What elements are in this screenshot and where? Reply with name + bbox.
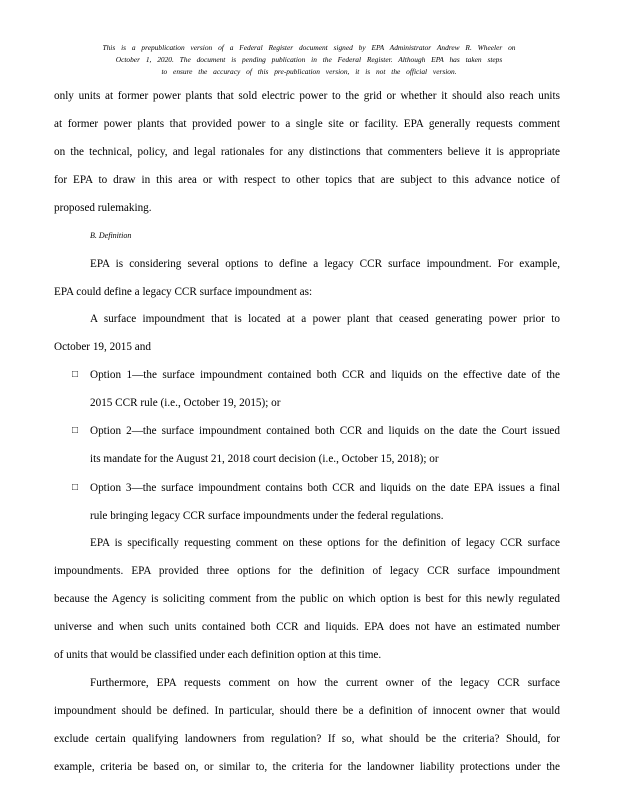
body-line: Furthermore, EPA requests comment on how the current owner of the legacy CCR surface xyxy=(90,677,560,689)
option-2-line-1: Option 2—the surface impoundment contained both CCR and liquids on the date the Court issued xyxy=(90,425,560,437)
header-line-3: to ensure the accuracy of this pre-publication version, it is not the official version. xyxy=(161,67,457,76)
option-3-line-2: rule bringing legacy CCR surface impoundments under the federal regulations. xyxy=(90,510,444,522)
body-line: EPA is considering several options to define a legacy CCR surface impoundment. For example, xyxy=(90,258,560,270)
body-line: EPA is specifically requesting comment on these options for the definition of legacy CCR surface xyxy=(90,537,560,549)
bullet-box-icon: □ xyxy=(72,369,79,380)
header-line-2: October 1, 2020. The document is pending publication in the Federal Register. Although EPA has taken steps xyxy=(115,55,503,64)
section-heading: B. Definition xyxy=(90,231,132,240)
body-line: EPA could define a legacy CCR surface impoundment as: xyxy=(54,286,313,298)
option-3-line-1: Option 3—the surface impoundment contains both CCR and liquids on the date EPA issues a final xyxy=(90,482,560,494)
body-line: for EPA to draw in this area or with respect to other topics that are subject to this advance notice of xyxy=(54,174,560,186)
body-line: A surface impoundment that is located at a power plant that ceased generating power prior to xyxy=(90,313,560,325)
header-line-1: This is a prepublication version of a Federal Register document signed by EPA Administrator Andrew R. Wheeler on xyxy=(102,43,516,52)
body-line: only units at former power plants that sold electric power to the grid or whether it should also reach units xyxy=(54,90,560,102)
body-line: impoundments. EPA provided three options for the definition of legacy CCR surface impoundment xyxy=(54,565,560,577)
option-1-line-2: 2015 CCR rule (i.e., October 19, 2015); or xyxy=(90,397,281,409)
body-line: exclude certain qualifying landowners from regulation? If so, what should be the criteria? Should, for xyxy=(54,733,560,745)
body-line: at former power plants that provided power to a single site or facility. EPA generally requests comment xyxy=(54,118,560,130)
body-line: impoundment should be defined. In particular, should there be a definition of innocent owner that would xyxy=(54,705,560,717)
body-line: proposed rulemaking. xyxy=(54,202,152,214)
body-line: October 19, 2015 and xyxy=(54,341,151,353)
body-line: because the Agency is soliciting comment from the public on which option is best for this newly regulated xyxy=(54,593,560,605)
bullet-box-icon: □ xyxy=(72,425,79,436)
body-line: example, criteria be based on, or similar to, the criteria for the landowner liability protections under the xyxy=(54,761,560,773)
prepublication-header xyxy=(40,42,578,78)
body-line: universe and when such units contained both CCR and liquids. EPA does not have an estimated number xyxy=(54,621,560,633)
body-line: of units that would be classified under each definition option at this time. xyxy=(54,649,382,661)
bullet-box-icon: □ xyxy=(72,482,79,493)
option-1-line-1: Option 1—the surface impoundment contained both CCR and liquids on the effective date of the xyxy=(90,369,560,381)
option-2-line-2: its mandate for the August 21, 2018 court decision (i.e., October 15, 2018); or xyxy=(90,453,439,465)
body-line: on the technical, policy, and legal rationales for any distinctions that commenters believe it is appropriate xyxy=(54,146,560,158)
